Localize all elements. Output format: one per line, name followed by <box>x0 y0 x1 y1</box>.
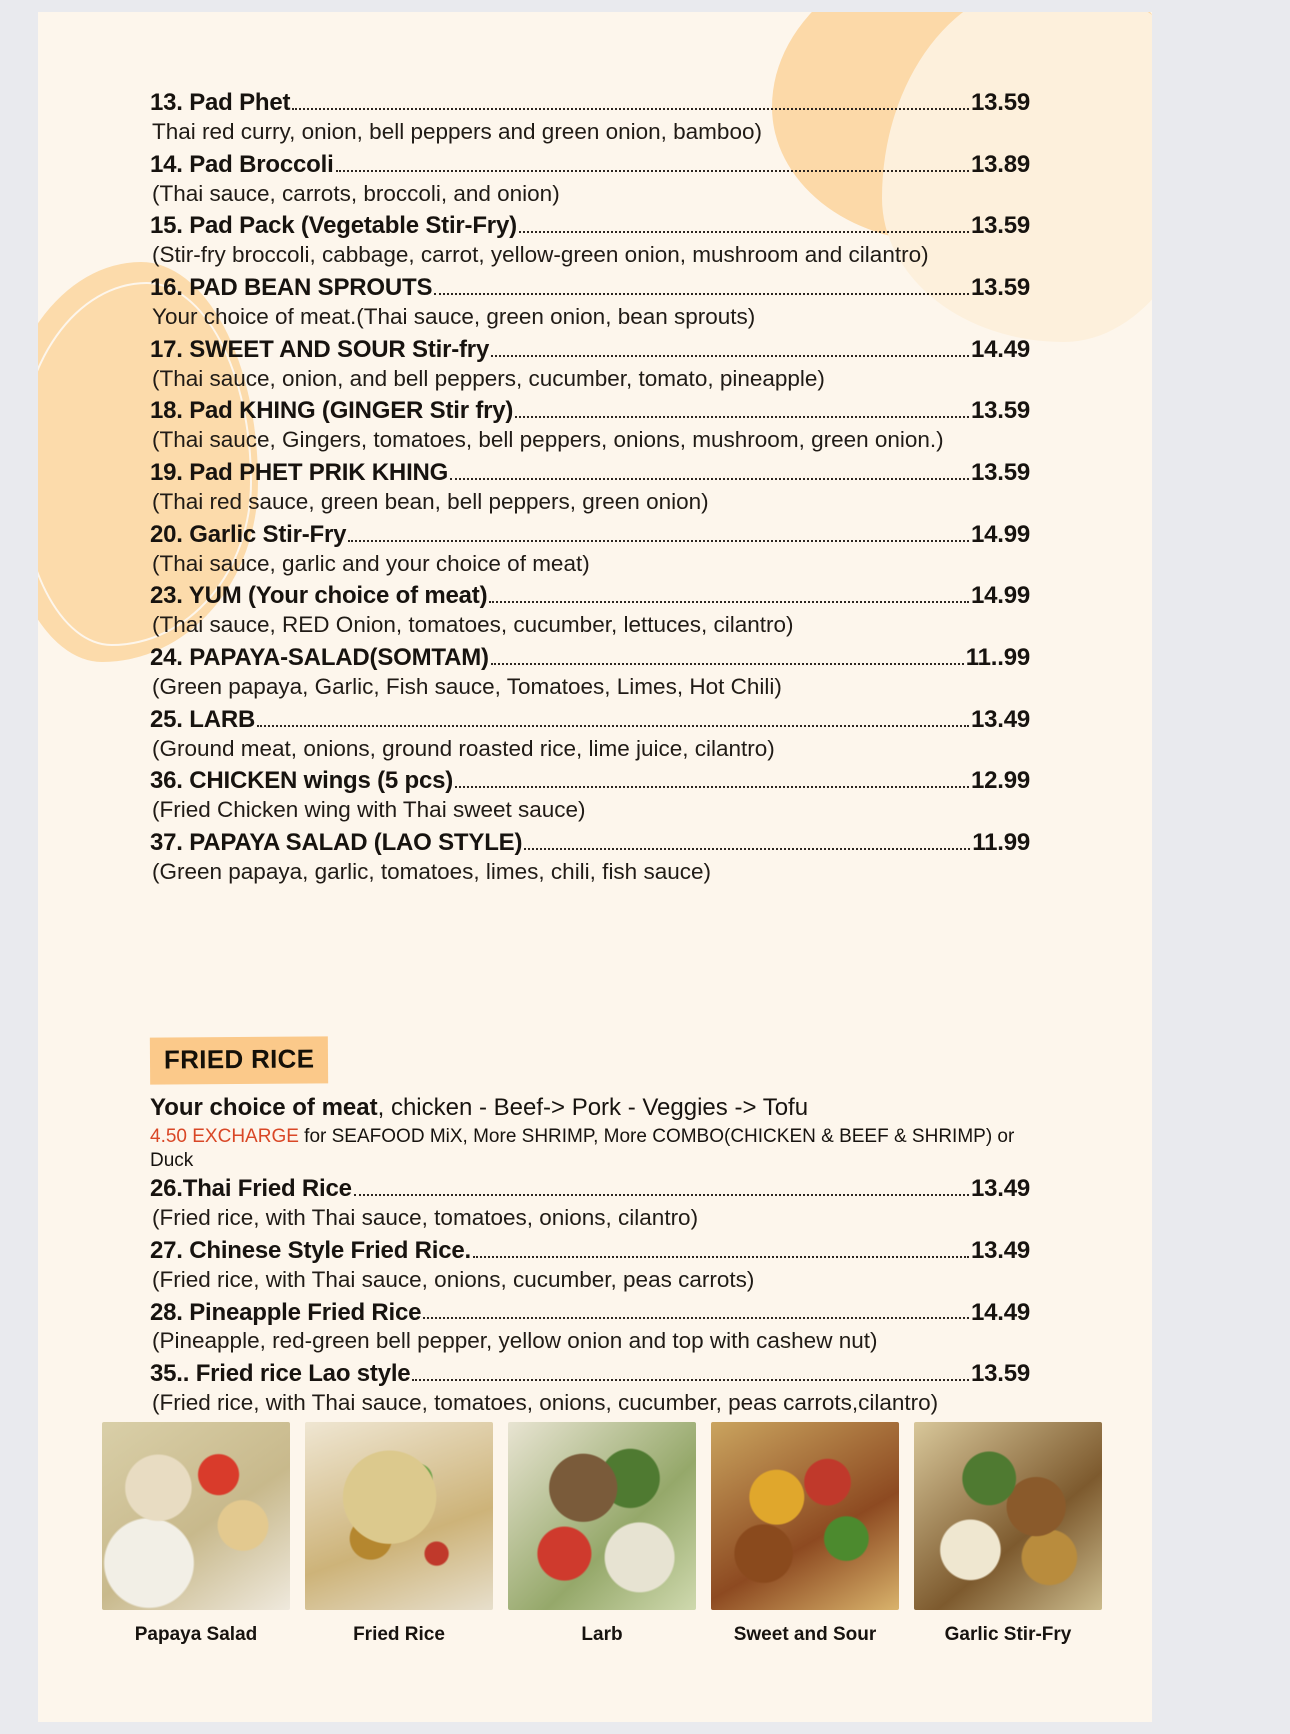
menu-item <box>150 1176 1030 1233</box>
photo-caption: Papaya Salad <box>134 1624 258 1645</box>
menu-item-description: (Ground meat, onions, ground roasted rice, lime juice, cilantro) <box>152 735 775 761</box>
menu-item <box>150 275 1030 332</box>
leader-dots <box>491 663 964 665</box>
menu-item-price: 11.99 <box>972 829 1030 857</box>
leader-dots <box>434 293 969 295</box>
photo-cell <box>305 1422 493 1646</box>
exchange-price-label: 4.50 EXCHARGE <box>150 1125 299 1147</box>
leader-dots <box>524 848 970 850</box>
section-title-badge: FRIED RICE <box>150 1036 329 1084</box>
photo-cell <box>711 1422 899 1646</box>
menu-item <box>150 1361 1030 1418</box>
menu-item-price: 13.59 <box>970 212 1030 240</box>
menu-item <box>150 830 1030 887</box>
menu-page <box>38 12 1152 1722</box>
photo-cell <box>508 1422 696 1646</box>
menu-item-price: 13.59 <box>970 1360 1030 1388</box>
menu-item <box>150 90 1030 147</box>
leader-dots <box>491 355 969 357</box>
menu-item-name: 35.. Fried rice Lao style <box>150 1360 411 1388</box>
menu-item-name: 37. PAPAYA SALAD (LAO STYLE) <box>150 829 523 857</box>
menu-item-description: Your choice of meat.(Thai sauce, green onion, bean sprouts) <box>152 303 756 329</box>
leader-dots <box>336 170 969 172</box>
meat-choice-label: Your choice of meat <box>150 1094 378 1121</box>
menu-item <box>150 1238 1030 1295</box>
menu-item-price: 13.59 <box>970 89 1030 116</box>
menu-item <box>150 337 1030 394</box>
menu-item-name: 24. PAPAYA-SALAD(SOMTAM) <box>150 644 489 672</box>
photo-caption: Larb <box>581 1624 623 1645</box>
fried-rice-section-header <box>150 1037 328 1084</box>
menu-item-price: 14.99 <box>970 582 1030 610</box>
menu-item-price: 13.89 <box>970 150 1030 178</box>
menu-item-description: (Thai sauce, garlic and your choice of meat) <box>152 550 590 576</box>
menu-item-description: (Thai red sauce, green bean, bell peppers, green onion) <box>152 488 709 514</box>
leader-dots <box>450 478 969 480</box>
leader-dots <box>473 1256 969 1258</box>
leader-dots <box>348 540 969 542</box>
meat-choice-options: , chicken - Beef-> Pork - Veggies -> Tofu <box>377 1094 809 1121</box>
menu-item-name: 19. Pad PHET PRIK KHING <box>150 459 449 487</box>
entree-menu-list <box>150 90 1030 892</box>
menu-item-price: 13.49 <box>970 1236 1030 1264</box>
exchange-note <box>150 1125 1030 1174</box>
photo-cell <box>914 1422 1102 1646</box>
menu-item <box>150 583 1030 640</box>
menu-item-name: 26.Thai Fried Rice <box>150 1175 352 1203</box>
menu-item-description: (Green papaya, garlic, tomatoes, limes, chili, fish sauce) <box>152 858 711 884</box>
menu-item <box>150 213 1030 270</box>
menu-item-description: (Stir-fry broccoli, cabbage, carrot, yellow-green onion, mushroom and cilantro) <box>152 242 929 268</box>
menu-item-name: 16. PAD BEAN SPROUTS <box>150 274 433 302</box>
menu-item-name: 15. Pad Pack (Vegetable Stir-Fry) <box>150 212 517 240</box>
leader-dots <box>489 601 969 603</box>
menu-item <box>150 460 1030 517</box>
menu-item <box>150 768 1030 825</box>
leader-dots <box>257 725 969 727</box>
menu-item-description: (Pineapple, red-green bell pepper, yellow onion and top with cashew nut) <box>152 1328 878 1354</box>
menu-item-description: (Fried rice, with Thai sauce, tomatoes, onions, cucumber, peas carrots,cilantro) <box>152 1390 939 1416</box>
photo-caption: Fried Rice <box>353 1624 445 1645</box>
menu-item-price: 12.99 <box>970 767 1030 795</box>
menu-item <box>150 707 1030 764</box>
leader-dots <box>354 1194 969 1196</box>
menu-item-name: 25. LARB <box>150 705 256 733</box>
papaya-salad-photo <box>102 1422 290 1610</box>
dish-photo-gallery <box>102 1422 1102 1646</box>
leader-dots <box>455 786 969 788</box>
menu-item-name: 27. Chinese Style Fried Rice. <box>150 1236 472 1264</box>
menu-item-description: Thai red curry, onion, bell peppers and green onion, bamboo) <box>152 118 762 144</box>
menu-item-name: 28. Pineapple Fried Rice <box>150 1298 422 1326</box>
photo-caption: Sweet and Sour <box>733 1624 877 1645</box>
menu-item-name: 36. CHICKEN wings (5 pcs) <box>150 767 454 795</box>
menu-item-description: (Green papaya, Garlic, Fish sauce, Tomatoes, Limes, Hot Chili) <box>152 673 782 699</box>
menu-item-name: 23. YUM (Your choice of meat) <box>150 582 488 610</box>
menu-item-name: 14. Pad Broccoli <box>150 150 334 178</box>
menu-item-price: 13.49 <box>970 1175 1030 1203</box>
menu-item <box>150 1300 1030 1357</box>
menu-item-description: (Fried Chicken wing with Thai sweet sauce) <box>152 797 586 823</box>
menu-content <box>38 12 1152 1722</box>
menu-item-description: (Thai sauce, RED Onion, tomatoes, cucumber, lettuces, cilantro) <box>152 612 794 638</box>
menu-item-name: 18. Pad KHING (GINGER Stir fry) <box>150 397 514 425</box>
menu-item-price: 11..99 <box>965 644 1030 672</box>
fried-rice-photo <box>305 1422 493 1610</box>
menu-item-price: 14.49 <box>970 335 1030 363</box>
sweet-and-sour-photo <box>711 1422 899 1610</box>
leader-dots <box>519 231 969 233</box>
photo-cell <box>102 1422 290 1646</box>
menu-item-price: 14.49 <box>970 1298 1030 1326</box>
menu-item-description: (Thai sauce, Gingers, tomatoes, bell peppers, onions, mushroom, green onion.) <box>152 427 944 453</box>
menu-item-price: 13.59 <box>970 459 1030 487</box>
leader-dots <box>292 108 969 110</box>
menu-item-price: 14.99 <box>970 520 1030 548</box>
menu-item-description: (Fried rice, with Thai sauce, tomatoes, onions, cilantro) <box>152 1205 699 1231</box>
leader-dots <box>412 1379 968 1381</box>
menu-item-description: (Fried rice, with Thai sauce, onions, cucumber, peas carrots) <box>152 1266 755 1292</box>
menu-item-name: 13. Pad Phet <box>150 89 291 116</box>
menu-item <box>150 398 1030 455</box>
garlic-stir-fry-photo <box>914 1422 1102 1610</box>
menu-item <box>150 152 1030 209</box>
menu-item-name: 17. SWEET AND SOUR Stir-fry <box>150 335 490 363</box>
leader-dots <box>515 416 969 418</box>
meat-choice-line <box>150 1094 1030 1123</box>
exchange-note-text: for SEAFOOD MiX, More SHRIMP, More COMBO(CHICKEN & BEEF & SHRIMP) or Duck <box>150 1125 1015 1172</box>
menu-item-description: (Thai sauce, onion, and bell peppers, cucumber, tomato, pineapple) <box>152 365 825 391</box>
menu-item-price: 13.59 <box>970 274 1030 302</box>
leader-dots <box>423 1317 969 1319</box>
menu-item-description: (Thai sauce, carrots, broccoli, and onion) <box>152 180 560 206</box>
menu-item <box>150 645 1030 702</box>
menu-item <box>150 522 1030 579</box>
menu-item-name: 20. Garlic Stir-Fry <box>150 520 347 548</box>
menu-item-price: 13.49 <box>970 705 1030 733</box>
larb-photo <box>508 1422 696 1610</box>
photo-caption: Garlic Stir-Fry <box>944 1624 1072 1645</box>
fried-rice-list <box>150 1094 1030 1423</box>
menu-item-price: 13.59 <box>970 397 1030 425</box>
